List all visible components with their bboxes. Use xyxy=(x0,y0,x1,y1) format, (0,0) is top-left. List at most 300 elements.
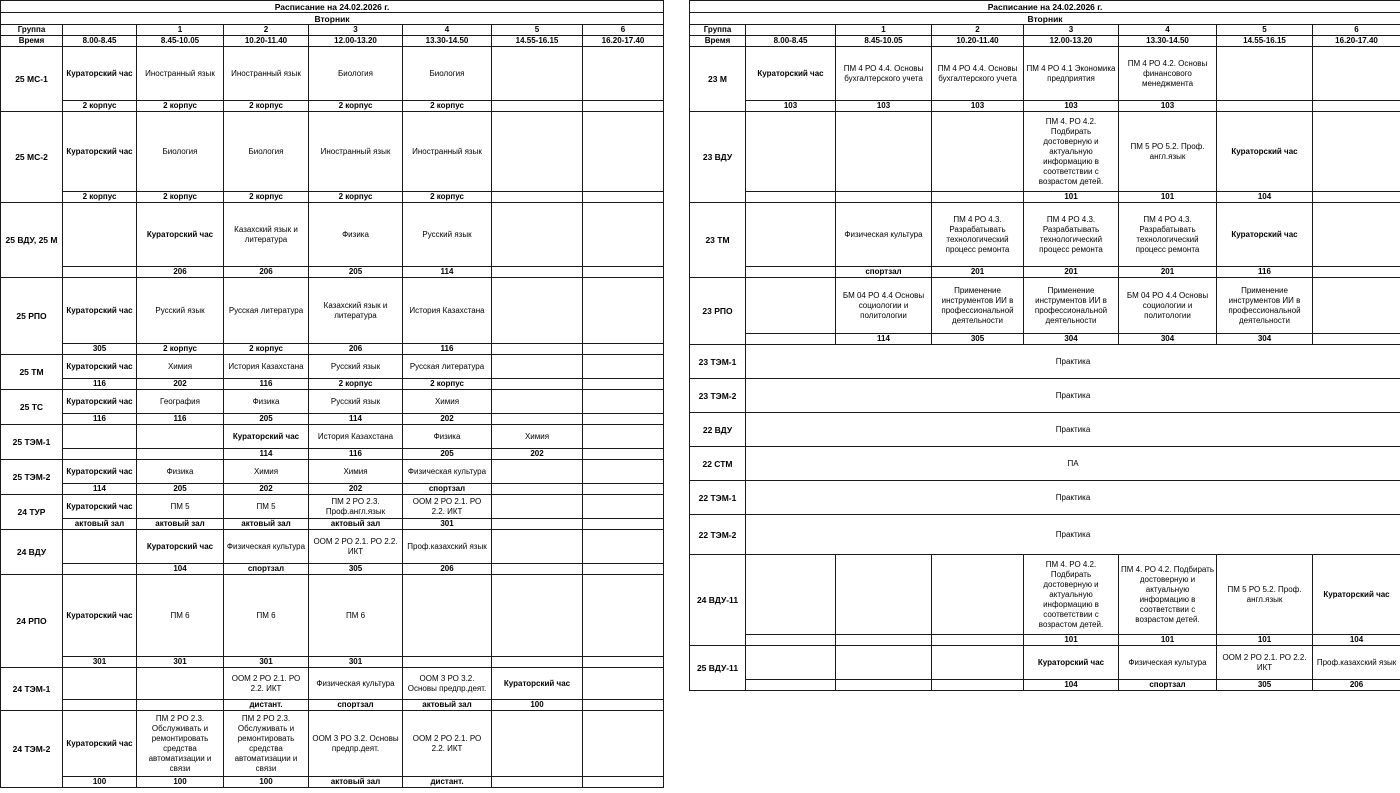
room-cell xyxy=(583,414,664,425)
room-cell xyxy=(1217,101,1313,112)
table-row xyxy=(1,112,664,192)
subject-cell xyxy=(583,390,664,414)
room-cell xyxy=(583,192,664,203)
room-cell: 206 xyxy=(1313,680,1400,691)
subject-cell: Химия xyxy=(309,460,403,484)
table-row xyxy=(1,390,664,414)
room-cell xyxy=(583,344,664,355)
subject-cell xyxy=(746,555,836,635)
subject-cell xyxy=(492,390,583,414)
subject-cell xyxy=(492,530,583,564)
subject-cell: Кураторский час xyxy=(63,47,137,101)
subject-cell: Иностранный язык xyxy=(224,47,309,101)
table-row xyxy=(1,460,664,484)
subject-cell xyxy=(63,203,137,267)
subject-cell xyxy=(492,278,583,344)
group-header: Группа xyxy=(1,25,63,36)
room-cell: 2 корпус xyxy=(403,379,492,390)
subject-cell: Кураторский час xyxy=(63,112,137,192)
room-cell: 2 корпус xyxy=(137,192,224,203)
group-name: 25 РПО xyxy=(1,278,63,355)
time-slot: 16.20-17.40 xyxy=(583,36,664,47)
group-name: 22 ТЭМ-1 xyxy=(690,481,746,515)
room-cell xyxy=(63,564,137,575)
room-row xyxy=(1,192,664,203)
pair-number: 6 xyxy=(1313,25,1400,36)
room-cell: 206 xyxy=(137,267,224,278)
table-row xyxy=(690,379,1400,413)
room-cell xyxy=(492,344,583,355)
table-row xyxy=(1,278,664,344)
subject-cell xyxy=(492,460,583,484)
room-cell xyxy=(403,657,492,668)
subject-cell xyxy=(1217,47,1313,101)
pair-number: 5 xyxy=(492,25,583,36)
room-cell: 304 xyxy=(1217,334,1313,345)
pair-number: 1 xyxy=(836,25,932,36)
room-cell: 206 xyxy=(309,344,403,355)
room-cell xyxy=(583,564,664,575)
group-name: 22 СТМ xyxy=(690,447,746,481)
room-cell: 202 xyxy=(309,484,403,495)
room-cell: 2 корпус xyxy=(224,192,309,203)
subject-cell: Кураторский час xyxy=(63,390,137,414)
subject-cell xyxy=(492,495,583,519)
table-row xyxy=(690,515,1400,555)
subject-cell xyxy=(137,425,224,449)
subject-cell: Применение инструментов ИИ в профессиональной деятельности xyxy=(1024,278,1119,334)
subject-cell xyxy=(492,355,583,379)
subject-cell: Кураторский час xyxy=(63,575,137,657)
room-cell: 2 корпус xyxy=(403,192,492,203)
subject-cell: ПМ 4 РО 4.3. Разрабатывать технологический процесс ремонта xyxy=(1119,203,1217,267)
room-cell: 202 xyxy=(403,414,492,425)
room-cell xyxy=(583,657,664,668)
room-cell xyxy=(583,267,664,278)
subject-cell: ПМ 4. РО 4.2. Подбирать достоверную и актуальную информацию в соответствии с возрастом детей. xyxy=(1024,112,1119,192)
subject-cell: Проф.казахский язык xyxy=(403,530,492,564)
room-cell xyxy=(492,101,583,112)
room-cell xyxy=(746,635,836,646)
room-cell: 201 xyxy=(1119,267,1217,278)
room-cell: 2 корпус xyxy=(224,344,309,355)
room-cell xyxy=(746,267,836,278)
room-cell: актовый зал xyxy=(309,777,403,788)
subject-cell: Казахский язык и литература xyxy=(224,203,309,267)
time-slot: 12.00-13.20 xyxy=(1024,36,1119,47)
group-name: 24 ТУР xyxy=(1,495,63,530)
time-header: Время xyxy=(690,36,746,47)
room-cell: 114 xyxy=(836,334,932,345)
subject-cell: ПМ 6 xyxy=(309,575,403,657)
table-row xyxy=(690,112,1400,192)
room-cell: актовый зал xyxy=(224,519,309,530)
table-row xyxy=(1,668,664,700)
subject-cell xyxy=(1313,47,1400,101)
subject-cell xyxy=(492,575,583,657)
schedule-sheet-left xyxy=(0,0,663,788)
room-cell xyxy=(63,700,137,711)
subject-cell: Физика xyxy=(137,460,224,484)
subject-cell xyxy=(583,112,664,192)
room-cell xyxy=(583,700,664,711)
subject-cell: Русский язык xyxy=(403,203,492,267)
room-cell xyxy=(137,700,224,711)
room-cell: 206 xyxy=(403,564,492,575)
room-cell: 301 xyxy=(63,657,137,668)
subject-cell: Кураторский час xyxy=(1313,555,1400,635)
subject-cell: Применение инструментов ИИ в профессиональной деятельности xyxy=(932,278,1024,334)
group-name: 25 ТМ xyxy=(1,355,63,390)
room-cell: дистант. xyxy=(224,700,309,711)
pair-number xyxy=(63,25,137,36)
room-cell xyxy=(1313,267,1400,278)
time-slot: 8.00-8.45 xyxy=(63,36,137,47)
subject-cell xyxy=(403,575,492,657)
room-cell: 301 xyxy=(224,657,309,668)
room-row xyxy=(1,379,664,390)
room-cell: 116 xyxy=(1217,267,1313,278)
room-cell xyxy=(492,564,583,575)
subject-cell: Физическая культура xyxy=(224,530,309,564)
room-row xyxy=(1,267,664,278)
room-cell: спортзал xyxy=(1119,680,1217,691)
room-cell xyxy=(583,379,664,390)
pair-number: 5 xyxy=(1217,25,1313,36)
room-cell: актовый зал xyxy=(309,519,403,530)
room-cell: дистант. xyxy=(403,777,492,788)
room-cell: 2 корпус xyxy=(224,101,309,112)
table-row xyxy=(690,447,1400,481)
group-name: 23 ТЭМ-2 xyxy=(690,379,746,413)
subject-cell xyxy=(137,668,224,700)
room-cell xyxy=(492,379,583,390)
subject-cell: Русский язык xyxy=(309,355,403,379)
group-name: 22 ТЭМ-2 xyxy=(690,515,746,555)
room-cell: 305 xyxy=(932,334,1024,345)
group-name: 25 ВДУ-11 xyxy=(690,646,746,691)
room-cell: 205 xyxy=(309,267,403,278)
subject-cell: ПМ 4 РО 4.1 Экономика предприятия xyxy=(1024,47,1119,101)
subject-cell: Русская литература xyxy=(224,278,309,344)
room-cell: 202 xyxy=(137,379,224,390)
subject-cell xyxy=(1313,112,1400,192)
time-slot: 10.20-11.40 xyxy=(932,36,1024,47)
subject-cell: Физическая культура xyxy=(309,668,403,700)
merged-activity-cell: Практика xyxy=(746,413,1400,447)
subject-cell: Кураторский час xyxy=(137,530,224,564)
room-cell: 114 xyxy=(309,414,403,425)
room-cell: 101 xyxy=(1119,635,1217,646)
subject-cell xyxy=(63,425,137,449)
room-row xyxy=(690,680,1400,691)
subject-cell xyxy=(583,203,664,267)
time-header: Время xyxy=(1,36,63,47)
table-row xyxy=(690,481,1400,515)
merged-activity-cell: Практика xyxy=(746,345,1400,379)
subject-cell: ООМ 2 РО 2.1. РО 2.2. ИКТ xyxy=(403,711,492,777)
table-row xyxy=(1,711,664,777)
room-cell: 305 xyxy=(63,344,137,355)
room-cell xyxy=(492,192,583,203)
room-cell xyxy=(583,777,664,788)
subject-cell xyxy=(932,646,1024,680)
room-cell xyxy=(746,192,836,203)
room-cell xyxy=(583,101,664,112)
group-name: 25 МС-2 xyxy=(1,112,63,203)
subject-cell: ПМ 4 РО 4.3. Разрабатывать технологический процесс ремонта xyxy=(1024,203,1119,267)
subject-cell xyxy=(932,112,1024,192)
table-row xyxy=(1,575,664,657)
sheet-gap xyxy=(663,0,689,793)
subject-cell: БМ 04 РО 4.4 Основы социологии и политологии xyxy=(836,278,932,334)
subject-cell: Кураторский час xyxy=(63,278,137,344)
room-cell: 116 xyxy=(137,414,224,425)
schedule-title: Расписание на 24.02.2026 г. xyxy=(1,1,664,13)
subject-cell xyxy=(583,47,664,101)
room-row xyxy=(1,414,664,425)
subject-cell: ПМ 5 РО 5.2. Проф. англ.язык xyxy=(1119,112,1217,192)
room-cell: 100 xyxy=(224,777,309,788)
subject-cell: Кураторский час xyxy=(224,425,309,449)
room-row xyxy=(1,657,664,668)
day-name: Вторник xyxy=(690,13,1400,25)
subject-cell: Применение инструментов ИИ в профессиональной деятельности xyxy=(1217,278,1313,334)
room-row xyxy=(1,484,664,495)
schedule-table-left xyxy=(0,0,664,788)
subject-cell: Биология xyxy=(137,112,224,192)
subject-cell: Кураторский час xyxy=(63,355,137,379)
subject-cell: Кураторский час xyxy=(492,668,583,700)
room-cell: 101 xyxy=(1217,635,1313,646)
subject-cell xyxy=(836,555,932,635)
subject-cell: Иностранный язык xyxy=(137,47,224,101)
room-cell xyxy=(492,267,583,278)
room-cell xyxy=(583,484,664,495)
group-name: 23 М xyxy=(690,47,746,112)
subject-cell: ПМ 4. РО 4.2. Подбирать достоверную и актуальную информацию в соответствии с возрастом детей. xyxy=(1119,555,1217,635)
subject-cell: ООМ 2 РО 2.1. РО 2.2. ИКТ xyxy=(1217,646,1313,680)
room-row xyxy=(690,192,1400,203)
room-cell: 301 xyxy=(309,657,403,668)
pair-number: 6 xyxy=(583,25,664,36)
group-name: 25 ТЭМ-2 xyxy=(1,460,63,495)
group-name: 22 ВДУ xyxy=(690,413,746,447)
group-name: 24 ВДУ-11 xyxy=(690,555,746,646)
subject-cell: Биология xyxy=(309,47,403,101)
table-row xyxy=(690,203,1400,267)
subject-cell: ООМ 3 РО 3.2. Основы предпр.деят. xyxy=(309,711,403,777)
room-row xyxy=(1,101,664,112)
subject-cell xyxy=(1313,278,1400,334)
table-row xyxy=(690,47,1400,101)
subject-cell: ПМ 4 РО 4.3. Разрабатывать технологический процесс ремонта xyxy=(932,203,1024,267)
time-slot: 10.20-11.40 xyxy=(224,36,309,47)
subject-cell: Физика xyxy=(224,390,309,414)
time-slot: 8.45-10.05 xyxy=(836,36,932,47)
room-cell: 2 корпус xyxy=(309,101,403,112)
subject-cell xyxy=(836,112,932,192)
schedule-table-right xyxy=(689,0,1400,691)
time-slot: 8.00-8.45 xyxy=(746,36,836,47)
subject-cell: Кураторский час xyxy=(63,495,137,519)
room-cell: 116 xyxy=(63,379,137,390)
room-cell: 301 xyxy=(403,519,492,530)
subject-cell: ПМ 2 РО 2.3. Проф.англ.язык xyxy=(309,495,403,519)
room-cell: 104 xyxy=(1313,635,1400,646)
pair-number: 4 xyxy=(1119,25,1217,36)
room-row xyxy=(1,700,664,711)
room-cell xyxy=(836,192,932,203)
room-cell xyxy=(1313,101,1400,112)
subject-cell: Физическая культура xyxy=(403,460,492,484)
subject-cell: Химия xyxy=(224,460,309,484)
merged-activity-cell: Практика xyxy=(746,481,1400,515)
time-slot: 13.30-14.50 xyxy=(1119,36,1217,47)
table-row xyxy=(690,278,1400,334)
subject-cell: ПМ 6 xyxy=(224,575,309,657)
time-slot: 14.55-16.15 xyxy=(492,36,583,47)
table-row xyxy=(690,345,1400,379)
room-cell: 100 xyxy=(63,777,137,788)
subject-cell: ПМ 5 xyxy=(137,495,224,519)
subject-cell xyxy=(746,203,836,267)
subject-cell: Иностранный язык xyxy=(309,112,403,192)
subject-cell: История Казахстана xyxy=(403,278,492,344)
room-cell: 114 xyxy=(224,449,309,460)
room-row xyxy=(690,101,1400,112)
subject-cell xyxy=(746,112,836,192)
room-cell: 202 xyxy=(224,484,309,495)
subject-cell: Русская литература xyxy=(403,355,492,379)
time-slot: 12.00-13.20 xyxy=(309,36,403,47)
room-cell: спортзал xyxy=(309,700,403,711)
subject-cell: История Казахстана xyxy=(224,355,309,379)
room-cell xyxy=(492,414,583,425)
subject-cell: Русский язык xyxy=(137,278,224,344)
room-cell: 104 xyxy=(137,564,224,575)
room-cell: 202 xyxy=(492,449,583,460)
subject-cell xyxy=(583,278,664,344)
subject-cell: Иностранный язык xyxy=(403,112,492,192)
room-cell: 116 xyxy=(309,449,403,460)
room-row xyxy=(1,449,664,460)
room-cell: 103 xyxy=(1024,101,1119,112)
room-cell: 114 xyxy=(403,267,492,278)
room-cell: актовый зал xyxy=(137,519,224,530)
subject-cell: Биология xyxy=(403,47,492,101)
subject-cell xyxy=(63,530,137,564)
room-cell: актовый зал xyxy=(63,519,137,530)
subject-cell xyxy=(492,112,583,192)
subject-cell xyxy=(746,278,836,334)
room-cell: 104 xyxy=(1024,680,1119,691)
room-cell: 104 xyxy=(1217,192,1313,203)
room-cell: спортзал xyxy=(836,267,932,278)
room-cell: спортзал xyxy=(403,484,492,495)
group-name: 24 РПО xyxy=(1,575,63,668)
schedule-sheet-right xyxy=(689,0,1400,691)
pair-number: 2 xyxy=(224,25,309,36)
subject-cell: ПМ 6 xyxy=(137,575,224,657)
pair-number: 3 xyxy=(309,25,403,36)
subject-cell: Кураторский час xyxy=(746,47,836,101)
time-slot: 16.20-17.40 xyxy=(1313,36,1400,47)
room-row xyxy=(1,564,664,575)
room-cell: 301 xyxy=(137,657,224,668)
subject-cell: История Казахстана xyxy=(309,425,403,449)
room-cell: 305 xyxy=(309,564,403,575)
subject-cell: ПМ 2 РО 2.3. Обслуживать и ремонтировать средства автоматизации и связи xyxy=(137,711,224,777)
subject-cell: ПМ 4 РО 4.4. Основы бухгалтерского учета xyxy=(932,47,1024,101)
room-cell xyxy=(492,519,583,530)
table-row xyxy=(1,47,664,101)
subject-cell: Химия xyxy=(492,425,583,449)
room-row xyxy=(690,267,1400,278)
room-cell: 205 xyxy=(224,414,309,425)
room-cell: 201 xyxy=(932,267,1024,278)
subject-cell: ООМ 3 РО 3.2. Основы предпр.деят. xyxy=(403,668,492,700)
pair-number: 4 xyxy=(403,25,492,36)
subject-cell xyxy=(583,575,664,657)
subject-cell xyxy=(836,646,932,680)
room-cell: 205 xyxy=(403,449,492,460)
subject-cell: ПМ 5 РО 5.2. Проф. англ.язык xyxy=(1217,555,1313,635)
room-cell xyxy=(932,680,1024,691)
pair-number xyxy=(746,25,836,36)
subject-cell: Химия xyxy=(403,390,492,414)
day-name: Вторник xyxy=(1,13,664,25)
group-name: 24 ТЭМ-1 xyxy=(1,668,63,711)
subject-cell: ПМ 4. РО 4.2. Подбирать достоверную и актуальную информацию в соответствии с возрастом детей. xyxy=(1024,555,1119,635)
group-name: 25 ВДУ, 25 М xyxy=(1,203,63,278)
room-row xyxy=(1,777,664,788)
room-cell xyxy=(932,635,1024,646)
subject-cell xyxy=(583,668,664,700)
time-slot: 13.30-14.50 xyxy=(403,36,492,47)
subject-cell: ПМ 5 xyxy=(224,495,309,519)
room-row xyxy=(690,635,1400,646)
room-cell xyxy=(932,192,1024,203)
room-cell xyxy=(492,657,583,668)
subject-cell: Кураторский час xyxy=(63,460,137,484)
subject-cell: ПМ 2 РО 2.3. Обслуживать и ремонтировать средства автоматизации и связи xyxy=(224,711,309,777)
group-name: 24 ВДУ xyxy=(1,530,63,575)
room-cell xyxy=(1313,334,1400,345)
subject-cell: ООМ 2 РО 2.1. РО 2.2. ИКТ xyxy=(309,530,403,564)
room-cell: 205 xyxy=(137,484,224,495)
subject-cell xyxy=(1313,203,1400,267)
room-row xyxy=(690,334,1400,345)
subject-cell: География xyxy=(137,390,224,414)
subject-cell: Физическая культура xyxy=(1119,646,1217,680)
subject-cell: Биология xyxy=(224,112,309,192)
merged-activity-cell: Практика xyxy=(746,379,1400,413)
room-cell: 116 xyxy=(224,379,309,390)
subject-cell: ПМ 4 РО 4.2. Основы финансового менеджмента xyxy=(1119,47,1217,101)
room-cell: 305 xyxy=(1217,680,1313,691)
room-cell: 2 корпус xyxy=(137,101,224,112)
room-cell xyxy=(583,519,664,530)
table-row xyxy=(690,646,1400,680)
group-name: 25 ТЭМ-1 xyxy=(1,425,63,460)
room-cell xyxy=(836,680,932,691)
merged-activity-cell: Практика xyxy=(746,515,1400,555)
room-cell xyxy=(137,449,224,460)
table-row xyxy=(1,355,664,379)
table-row xyxy=(1,495,664,519)
subject-cell xyxy=(583,711,664,777)
